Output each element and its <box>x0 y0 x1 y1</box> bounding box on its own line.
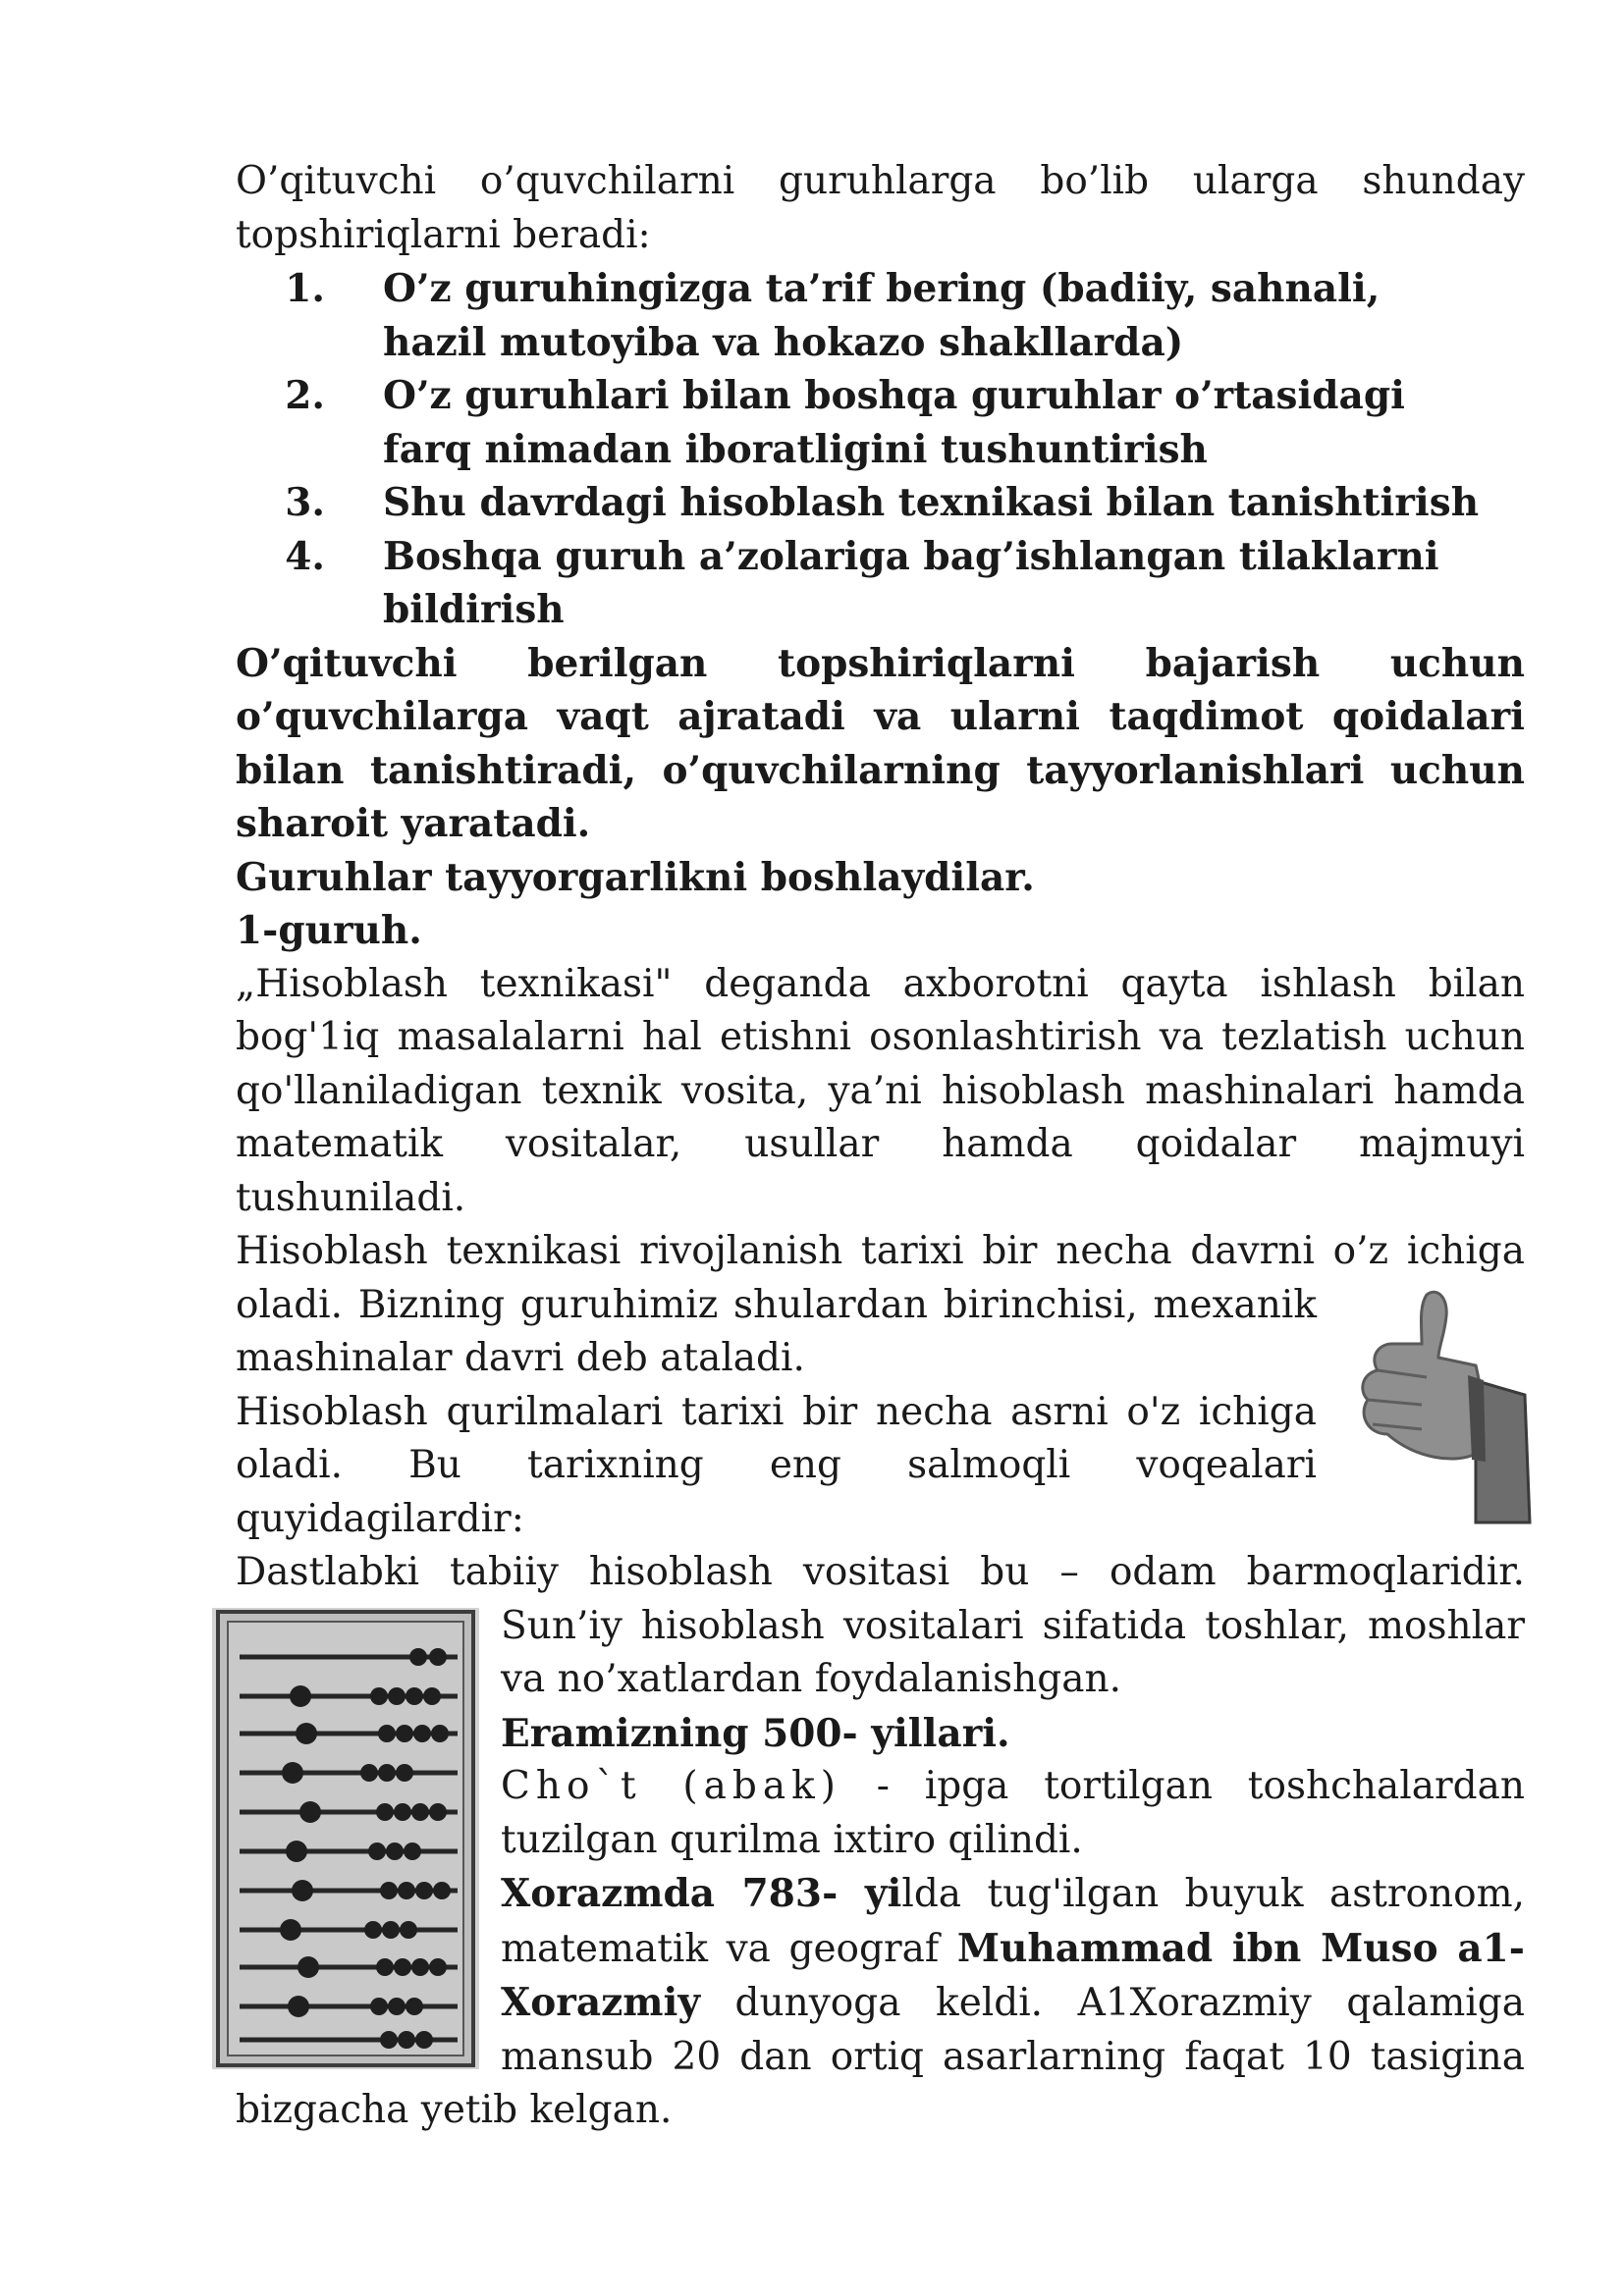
abak-term: Cho`t (abak) <box>501 1764 841 1808</box>
thumbs-up-icon <box>1328 1287 1535 1532</box>
history-block <box>236 1279 1525 1547</box>
definition-line: qo'llaniladigan texnik vosita, ya’ni hisoblash mashinalari hamda <box>236 1068 1525 1113</box>
teacher-note: O’qituvchi berilgan topshiriqlarni bajarish uchun o’quvchilarga vaqt ajratadi va ularni taqdimot qoidalari bilan tanishtiradi, o’quvchilarning tayyorlanishlari uchun sharoit yaratadi. <box>236 640 1525 846</box>
group-heading: 1-guruh. <box>236 908 422 953</box>
abacus-image <box>212 1608 479 2069</box>
definition-line: matematik vositalar, usullar hamda qoidalar majmuyi <box>236 1122 1525 1166</box>
task-list <box>236 262 1525 637</box>
history-line: Hisoblash texnikasi rivojlanish tarixi bir necha davrni o’z ichiga <box>236 1229 1525 1273</box>
intro-paragraph: O’qituvchi o’quvchilarni guruhlarga bo’lib ularga shunday topshiriqlarni beradi: <box>236 159 1525 257</box>
abacus-block <box>236 1600 1525 2138</box>
khwarizmi-paragraph: Xorazmda 783- yilda tug'ilgan buyuk astronom, matematik va geograf Muhammad ibn Muso a1-Xorazmiy dunyoga keldi. A1Xorazmiy qalamiga mansub 20 dan ortiq asarlarning faqat 10 tasigina bizgacha yetib kelgan. <box>236 1871 1525 2132</box>
devices-paragraph: Hisoblash qurilmalari tarixi bir necha asrni o'z ichiga oladi. Bu tarixning eng salmoqli voqealari quyidagilardir: <box>236 1389 1317 1541</box>
era-heading: Eramizning 500- yillari. <box>501 1710 1010 1756</box>
abacus-icon <box>212 1608 479 2069</box>
definition-line: bog'1iq masalalarni hal etishni osonlashtirish va tezlatish uchun <box>236 1015 1525 1059</box>
list-item: 1. O’z guruhingizga ta’rif bering (badiiy, sahnali, hazil mutoyiba va hokazo shakllarda) <box>285 266 1380 365</box>
list-item: 2. O’z guruhlari bilan boshqa guruhlar o’rtasidagi farq nimadan iboratligini tushuntirish <box>285 373 1405 472</box>
definition-line: „Hisoblash texnikasi" deganda axborotni qayta ishlash bilan <box>236 961 1525 1006</box>
list-item: 3. Shu davrdagi hisoblash texnikasi bilan tanishtirish <box>285 480 1480 525</box>
document-page <box>236 155 1525 2138</box>
groups-start: Guruhlar tayyorgarlikni boshlaydilar. <box>236 854 1035 900</box>
thumbs-up-illustration <box>1328 1287 1535 1532</box>
history-paragraph: oladi. Bizning guruhimiz shulardan birinchisi, mexanik mashinalar davri deb ataladi. <box>236 1282 1317 1380</box>
fingers-line: Dastlabki tabiiy hisoblash vositasi bu – odam barmoqlaridir. <box>236 1550 1525 1594</box>
definition-paragraph <box>236 958 1525 1226</box>
definition-line: tushuniladi. <box>236 1175 466 1220</box>
abak-paragraph: Cho`t (abak) - ipga tortilgan toshchalardan tuzilgan qurilma ixtiro qilindi. <box>501 1764 1525 1862</box>
artificial-paragraph: Sun’iy hisoblash vositalari sifatida toshlar, moshlar va no’xatlardan foydalanishgan. <box>501 1603 1525 1701</box>
list-item: 4. Boshqa guruh a’zolariga bag’ishlangan tilaklarni bildirish <box>285 533 1439 632</box>
